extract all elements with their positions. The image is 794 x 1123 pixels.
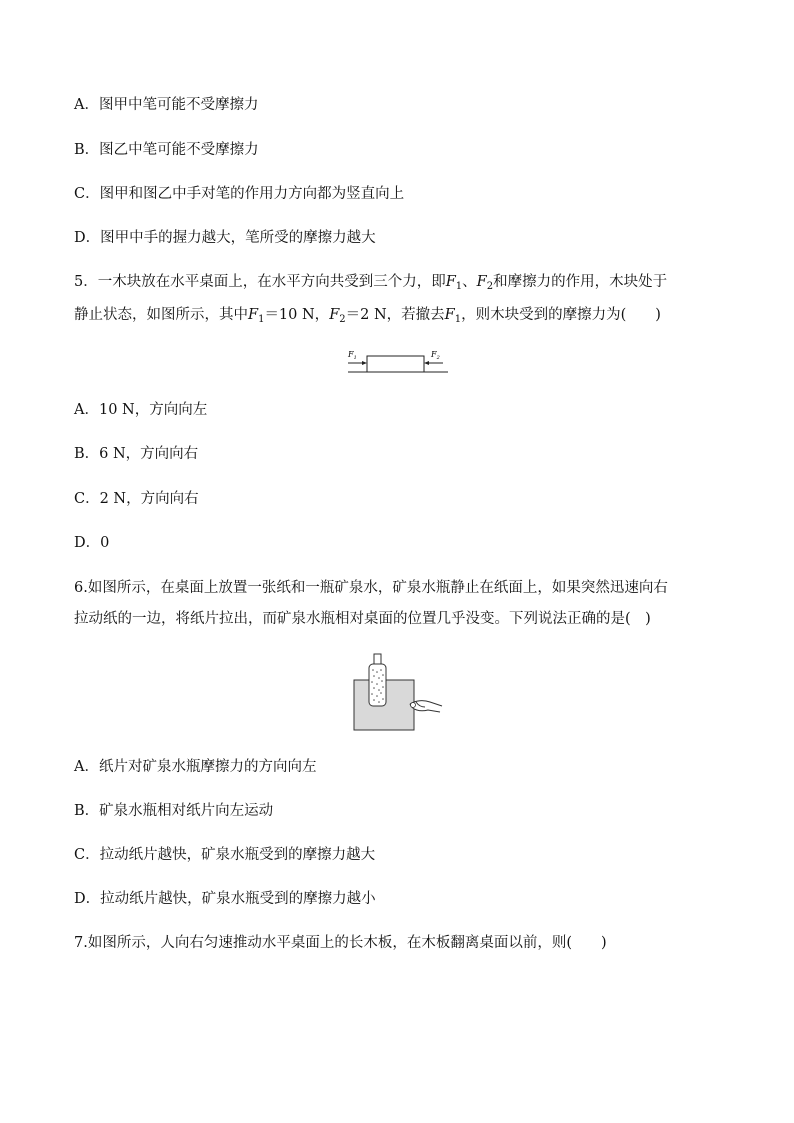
q7-stem-line1: 7.如图所示，人向右匀速推动水平桌面上的长木板，在木板翻离桌面以前，则( ): [74, 935, 607, 951]
q5-option-b: B．6 N，方向向右: [74, 446, 199, 462]
water-bottle: [369, 664, 386, 706]
f1-arrow-head: [362, 361, 367, 365]
q5-block-figure: [340, 346, 452, 376]
f2-arrow-head: [424, 361, 429, 365]
bottle-neck: [374, 654, 381, 664]
f2-label: $F_2$: [431, 350, 440, 361]
q5-stem-line1: 5．一木块放在水平桌面上，在水平方向共受到三个力，即$F_1$、$F_2$和摩擦力的作用，木块处于: [74, 274, 668, 292]
q6-option-c: C．拉动纸片越快，矿泉水瓶受到的摩擦力越大: [74, 847, 376, 863]
q5-f1-symbol: F: [445, 274, 456, 290]
q6-stem-line1: 6.如图所示，在桌面上放置一张纸和一瓶矿泉水，矿泉水瓶静止在纸面上，如果突然迅速向右: [74, 580, 668, 596]
q5-f2-symbol: F: [476, 274, 487, 290]
q6-stem-line2: 拉动纸的一边，将纸片拉出，而矿泉水瓶相对桌面的位置几乎没变。下列说法正确的是( ): [74, 611, 651, 627]
q6-option-d: D．拉动纸片越快，矿泉水瓶受到的摩擦力越小: [74, 891, 376, 907]
q5-stem-line2: 静止状态，如图所示，其中$F_1=10$ N，$F_2=2$ N，若撤去$F_1$，则木块受到的摩擦力为( ): [74, 307, 661, 325]
q5-option-c: C．2 N，方向向右: [74, 491, 199, 507]
wooden-block: [367, 356, 424, 372]
q6-bottle-paper-figure: [350, 650, 446, 732]
q4-option-c: C．图甲和图乙中手对笔的作用力方向都为竖直向上: [74, 186, 405, 202]
q4-option-b: B．图乙中笔可能不受摩擦力: [74, 142, 259, 158]
q5-option-d: D．0: [74, 535, 110, 551]
thumb: [411, 703, 416, 708]
q4-option-a: A．图甲中笔可能不受摩擦力: [74, 97, 259, 113]
q5-option-a: A．10 N，方向向左: [74, 402, 208, 418]
q6-option-a: A．纸片对矿泉水瓶摩擦力的方向向左: [74, 759, 317, 775]
q4-option-d: D．图甲中手的握力越大，笔所受的摩擦力越大: [74, 230, 376, 246]
q6-option-b: B．矿泉水瓶相对纸片向左运动: [74, 803, 274, 819]
f1-label: $F_1$: [348, 350, 357, 361]
